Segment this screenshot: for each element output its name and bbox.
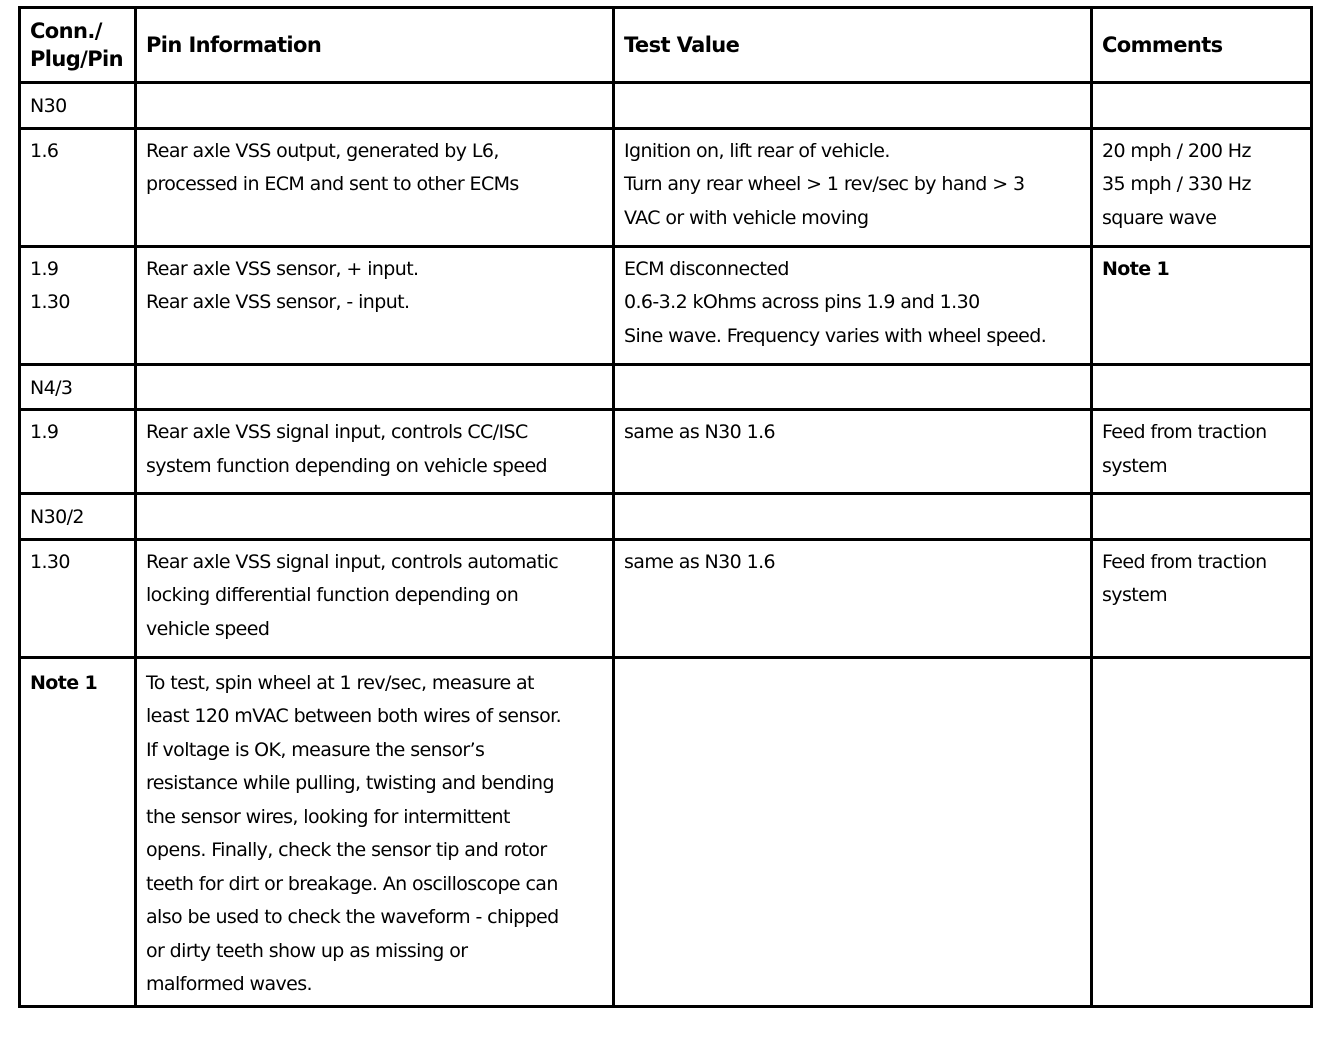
cell-conn: 1.6 xyxy=(20,128,136,246)
table-row xyxy=(20,246,1312,364)
cell-comments xyxy=(1092,83,1312,129)
cell-comments: 20 mph / 200 Hz 35 mph / 330 Hz square wave xyxy=(1092,128,1312,246)
cell-conn: 1.30 xyxy=(20,539,136,657)
cell-conn: Note 1 xyxy=(20,657,136,1006)
table-row-connector-n30 xyxy=(20,83,1312,129)
cell-conn: 1.9 xyxy=(20,410,136,494)
cell-pin-info xyxy=(136,364,614,410)
cell-pin-info: Rear axle VSS signal input, controls CC/ISC system function depending on vehicle speed xyxy=(136,410,614,494)
cell-pin-info xyxy=(136,494,614,540)
cell-conn: 1.9 1.30 xyxy=(20,246,136,364)
cell-pin-info xyxy=(136,83,614,129)
cell-conn: N30/2 xyxy=(20,494,136,540)
cell-pin-info: Rear axle VSS output, generated by L6, processed in ECM and sent to other ECMs xyxy=(136,128,614,246)
cell-conn: N4/3 xyxy=(20,364,136,410)
header-conn-plug-pin: Conn./ Plug/Pin xyxy=(20,8,136,83)
cell-comments: Feed from traction system xyxy=(1092,410,1312,494)
cell-test-value: same as N30 1.6 xyxy=(614,539,1092,657)
cell-comments: Feed from traction system xyxy=(1092,539,1312,657)
table-row xyxy=(20,539,1312,657)
cell-test-value xyxy=(614,657,1092,1006)
table-row xyxy=(20,128,1312,246)
cell-comments: Note 1 xyxy=(1092,246,1312,364)
cell-conn: N30 xyxy=(20,83,136,129)
cell-test-value: Ignition on, lift rear of vehicle. Turn any rear wheel > 1 rev/sec by hand > 3 VAC or with vehicle moving xyxy=(614,128,1092,246)
header-test-value: Test Value xyxy=(614,8,1092,83)
cell-pin-info: Rear axle VSS signal input, controls automatic locking differential function depending on vehicle speed xyxy=(136,539,614,657)
cell-comments xyxy=(1092,494,1312,540)
cell-pin-info: To test, spin wheel at 1 rev/sec, measure at least 120 mVAC between both wires of sensor. If voltage is OK, measure the sensor’s resistance while pulling, twisting and bending the sensor wires, looking for intermittent opens. Finally, check the sensor tip and rotor teeth for dirt or breakage. An oscilloscope can also be used to check the waveform - chipped or dirty teeth show up as missing or malformed waves. xyxy=(136,657,614,1006)
cell-test-value xyxy=(614,364,1092,410)
cell-comments xyxy=(1092,657,1312,1006)
table-header-row xyxy=(20,8,1312,83)
table-row-connector-n30-2 xyxy=(20,494,1312,540)
cell-pin-info: Rear axle VSS sensor, + input. Rear axle VSS sensor, - input. xyxy=(136,246,614,364)
cell-test-value xyxy=(614,494,1092,540)
table-row-connector-n4-3 xyxy=(20,364,1312,410)
cell-comments xyxy=(1092,364,1312,410)
header-pin-information: Pin Information xyxy=(136,8,614,83)
cell-test-value xyxy=(614,83,1092,129)
table-row xyxy=(20,410,1312,494)
table-row-note-1 xyxy=(20,657,1312,1006)
pin-info-table xyxy=(18,6,1313,1008)
header-comments: Comments xyxy=(1092,8,1312,83)
cell-test-value: same as N30 1.6 xyxy=(614,410,1092,494)
cell-test-value: ECM disconnected 0.6-3.2 kOhms across pins 1.9 and 1.30 Sine wave. Frequency varies with wheel speed. xyxy=(614,246,1092,364)
